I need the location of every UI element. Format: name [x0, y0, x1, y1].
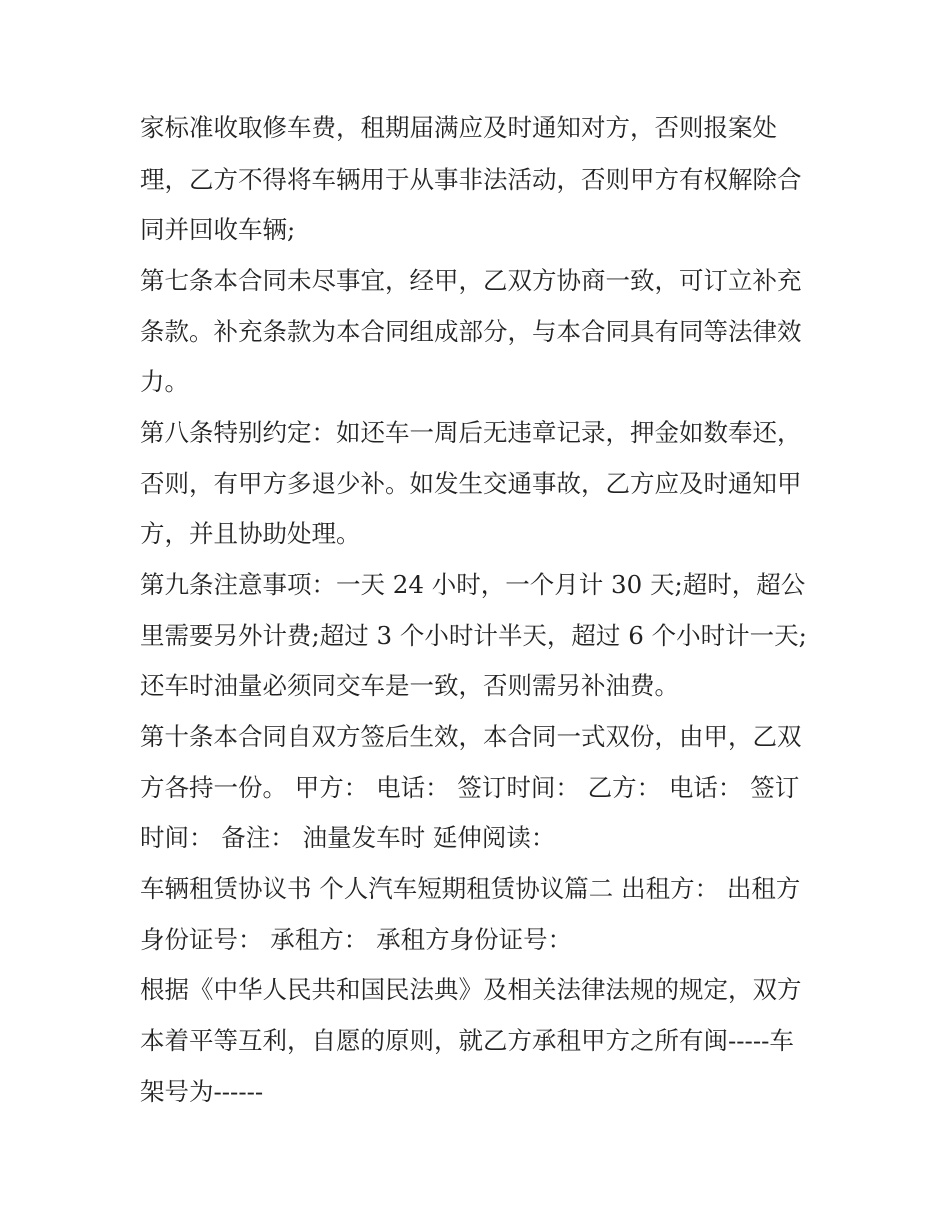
text-line: 力。: [140, 367, 189, 396]
text-line: 本着平等互利，自愿的原则，就乙方承租甲方之所有闽-----车: [140, 1026, 794, 1055]
text-line: 车辆租赁协议书 个人汽车短期租赁协议篇二 出租方： 出租方: [140, 874, 801, 903]
text-line: 根据《中华人民共和国民法典》及相关法律法规的规定，双方: [140, 975, 802, 1004]
document-page: [140, 0, 820, 1229]
text-line: 架号为------: [140, 1077, 264, 1106]
text-line: 否则，有甲方多退少补。如发生交通事故，乙方应及时通知甲: [140, 469, 802, 498]
text-line: 条款。补充条款为本合同组成部分，与本合同具有同等法律效: [140, 317, 802, 346]
text-line: 方，并且协助处理。: [140, 519, 361, 548]
text-line: 还车时油量必须同交车是一致，否则需另补油费。: [140, 671, 679, 700]
text-line: 里需要另外计费;超过 3 个小时计半天，超过 6 个小时计一天;: [140, 621, 807, 650]
text-line: 第八条特别约定：如还车一周后无违章记录，押金如数奉还，: [140, 418, 802, 447]
text-line: 家标准收取修车费，租期届满应及时通知对方，否则报案处: [140, 113, 777, 142]
text-line: 第九条注意事项：一天 24 小时，一个月计 30 天;超时，超公: [140, 570, 806, 599]
text-line: 身份证号： 承租方： 承租方身份证号：: [140, 925, 573, 954]
text-line: 第七条本合同未尽事宜，经甲，乙双方协商一致，可订立补充: [140, 266, 802, 295]
text-line: 方各持一份。 甲方： 电话： 签订时间： 乙方： 电话： 签订: [140, 773, 800, 802]
text-line: 理，乙方不得将车辆用于从事非法活动，否则甲方有权解除合: [140, 165, 802, 194]
text-line: 时间： 备注： 油量发车时 延伸阅读：: [140, 823, 556, 852]
text-line: 第十条本合同自双方签后生效，本合同一式双份，由甲，乙双: [140, 722, 802, 751]
text-line: 同并回收车辆;: [140, 215, 296, 244]
